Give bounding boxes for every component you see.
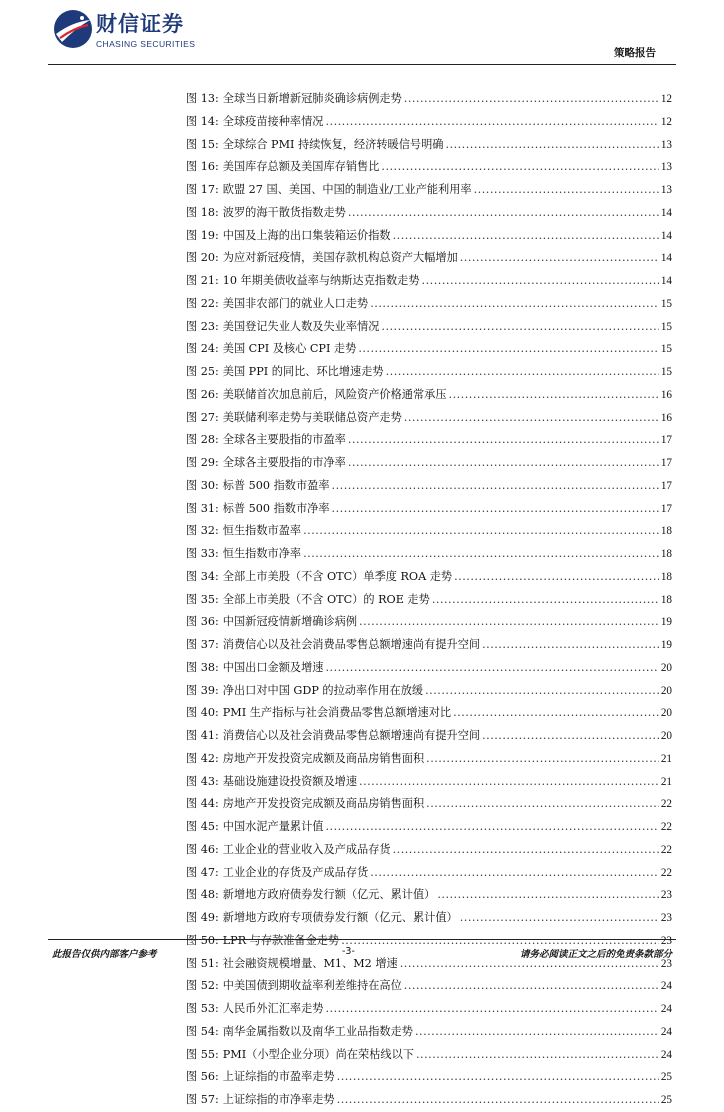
figure-title: 中美国债到期收益率利差维持在高位 — [222, 979, 402, 993]
dot-leader — [332, 498, 659, 521]
figure-title: 美联储利率走势与美联储总资产走势 — [222, 410, 402, 424]
dot-leader — [359, 771, 659, 794]
figure-number: 图 29: — [186, 456, 219, 469]
dot-leader — [303, 520, 659, 543]
figure-page-number: 14 — [660, 206, 672, 219]
figure-number: 图 15: — [186, 137, 219, 151]
dot-leader — [404, 407, 659, 430]
figure-title: 基础设施建设投资额及增速 — [222, 774, 358, 788]
figure-page-number: 18 — [660, 570, 672, 583]
figure-number: 图 24: — [186, 342, 219, 356]
figure-page-number: 23 — [660, 889, 672, 902]
figure-title: 中国及上海的出口集装箱运价指数 — [222, 228, 391, 242]
figure-title: 恒生指数市盈率 — [222, 524, 302, 538]
dot-leader — [416, 1044, 659, 1067]
figure-number: 图 35: — [186, 592, 219, 606]
figure-page-number: 14 — [660, 252, 672, 265]
figure-number: 图 20: — [186, 251, 219, 265]
dot-leader — [348, 429, 659, 452]
toc-entry[interactable] — [186, 725, 672, 748]
dot-leader — [454, 566, 659, 589]
figure-number: 图 30: — [186, 478, 219, 492]
figure-title: 全部上市美股（不含 OTC）的 ROE 走势 — [222, 592, 430, 606]
figure-page-number: 20 — [660, 661, 672, 674]
figure-number: 图 19: — [186, 228, 219, 242]
figure-title: 人民币外汇汇率走势 — [222, 1002, 324, 1015]
figure-number: 图 56: — [186, 1070, 219, 1084]
figure-page-number: 23 — [660, 957, 672, 970]
page-header — [0, 0, 724, 72]
toc-entry[interactable] — [186, 407, 672, 430]
toc-entry[interactable] — [186, 1089, 672, 1112]
figure-title: 新增地方政府债券发行额（亿元、累计值） — [222, 888, 436, 902]
toc-entry[interactable] — [186, 975, 672, 998]
figure-page-number: 22 — [660, 843, 672, 856]
figure-number: 图 21: — [186, 274, 219, 287]
toc-entry[interactable] — [186, 998, 672, 1021]
figure-number: 图 46: — [186, 842, 219, 856]
figure-title: 10 年期美债收益率与纳斯达克指数走势 — [222, 274, 420, 287]
figure-title: 上证综指的市净率走势 — [222, 1093, 335, 1106]
footer-divider — [48, 939, 676, 940]
figure-page-number: 19 — [660, 639, 672, 651]
figure-page-number: 18 — [660, 593, 672, 606]
dot-leader — [393, 839, 659, 862]
dot-leader — [325, 998, 658, 1021]
toc-entry[interactable] — [186, 1066, 672, 1089]
dot-leader — [370, 862, 659, 885]
dot-leader — [325, 111, 658, 134]
dot-leader — [381, 156, 658, 179]
figure-page-number: 12 — [660, 115, 672, 128]
toc-entry[interactable] — [186, 452, 672, 475]
dot-leader — [453, 702, 659, 725]
figure-page-number: 17 — [660, 434, 672, 447]
dot-leader — [348, 202, 659, 225]
figure-number: 图 41: — [186, 729, 219, 742]
toc-entry[interactable] — [186, 634, 672, 657]
toc-entry[interactable] — [186, 884, 672, 907]
figure-title: 上证综指的市盈率走势 — [222, 1070, 335, 1084]
figure-page-number: 24 — [660, 1025, 672, 1038]
figure-page-number: 18 — [660, 548, 672, 560]
toc-entry[interactable] — [186, 361, 672, 384]
toc-entry[interactable] — [186, 543, 672, 566]
toc-entry[interactable] — [186, 748, 672, 771]
figure-page-number: 22 — [660, 866, 672, 879]
dot-leader — [415, 1021, 659, 1044]
figure-page-number: 15 — [660, 320, 672, 333]
figure-number: 图 23: — [186, 319, 219, 333]
figure-page-number: 15 — [660, 366, 672, 378]
toc-entry[interactable] — [186, 270, 672, 293]
toc-entry[interactable] — [186, 793, 672, 816]
figure-title: 全部上市美股（不含 OTC）单季度 ROA 走势 — [222, 569, 453, 583]
figure-page-number: 25 — [660, 1071, 672, 1084]
dot-leader — [460, 247, 659, 270]
figure-number: 图 26: — [186, 387, 219, 401]
dot-leader — [359, 611, 659, 634]
toc-entry[interactable] — [186, 1044, 672, 1067]
figure-title: 全球综合 PMI 持续恢复，经济转暖信号明确 — [222, 137, 444, 151]
dot-leader — [432, 589, 659, 612]
figure-number: 图 34: — [186, 569, 219, 583]
dot-leader — [303, 543, 659, 566]
toc-entry[interactable] — [186, 862, 672, 885]
figure-page-number: 23 — [660, 934, 672, 947]
dot-leader — [426, 793, 659, 816]
figure-page-number: 21 — [660, 752, 672, 765]
figure-title: 欧盟 27 国、美国、中国的制造业/工业产能利用率 — [222, 183, 472, 196]
figure-title: 全球各主要股指的市盈率 — [222, 433, 346, 447]
figure-page-number: 24 — [660, 1048, 672, 1061]
figure-title: 社会融资规模增量、M1、M2 增速 — [222, 956, 398, 970]
figure-number: 图 17: — [186, 183, 219, 196]
figure-title: 工业企业的营业收入及产成品存货 — [222, 842, 391, 856]
figure-title: PMI（小型企业分项）尚在荣枯线以下 — [222, 1047, 414, 1061]
figure-title: 标普 500 指数市净率 — [222, 501, 330, 515]
figure-title: 全球当日新增新冠肺炎确诊病例走势 — [222, 92, 402, 105]
dot-leader — [437, 884, 658, 907]
dot-leader — [348, 452, 659, 475]
brand-name-cn: 财信证券 — [96, 12, 184, 36]
figure-page-number: 24 — [660, 1003, 672, 1015]
figure-number: 图 52: — [186, 979, 219, 993]
figure-page-number: 20 — [660, 684, 672, 697]
toc-entry[interactable] — [186, 225, 672, 248]
toc-entry[interactable] — [186, 702, 672, 725]
toc-entry[interactable] — [186, 338, 672, 361]
toc-entry[interactable] — [186, 429, 672, 452]
figure-page-number: 13 — [660, 184, 672, 196]
figure-number: 图 16: — [186, 160, 219, 174]
figure-number: 图 44: — [186, 797, 219, 811]
toc-entry[interactable] — [186, 156, 672, 179]
toc-entry[interactable] — [186, 202, 672, 225]
figure-page-number: 22 — [660, 821, 672, 833]
figure-number: 图 45: — [186, 820, 219, 833]
figure-page-number: 14 — [660, 229, 672, 242]
figure-number: 图 38: — [186, 660, 219, 674]
figure-title: 中国水泥产量累计值 — [222, 820, 324, 833]
figure-number: 图 36: — [186, 615, 219, 629]
footer-notice: 请务必阅读正文之后的免责条款部分 — [519, 949, 672, 960]
figure-page-number: 19 — [660, 616, 672, 629]
toc-entry[interactable] — [186, 680, 672, 703]
figure-page-number: 17 — [660, 502, 672, 515]
toc-entry[interactable] — [186, 816, 672, 839]
figure-page-number: 22 — [660, 798, 672, 811]
figure-title: 恒生指数市净率 — [222, 547, 302, 560]
figure-number: 图 25: — [186, 365, 219, 378]
figure-number: 图 49: — [186, 911, 219, 924]
dot-leader — [449, 384, 659, 407]
figure-title: 工业企业的存货及产成品存货 — [222, 865, 369, 879]
page-number: -3- — [342, 946, 355, 957]
toc-entry[interactable] — [186, 839, 672, 862]
figure-number: 图 13: — [186, 92, 219, 105]
figure-title: 中国新冠疫情新增确诊病例 — [222, 615, 358, 629]
figure-page-number: 15 — [660, 343, 672, 356]
dot-leader — [332, 475, 659, 498]
figure-page-number: 24 — [660, 980, 672, 993]
toc-entry[interactable] — [186, 589, 672, 612]
figure-title: 全球疫苗接种率情况 — [222, 114, 324, 128]
figure-number: 图 28: — [186, 433, 219, 447]
figure-page-number: 20 — [660, 707, 672, 720]
figure-title: 美联储首次加息前后，风险资产价格通常承压 — [222, 387, 447, 401]
toc-entry[interactable] — [186, 566, 672, 589]
toc-entry[interactable] — [186, 88, 672, 111]
figure-title: 中国出口金额及增速 — [222, 660, 324, 674]
dot-leader — [337, 1089, 659, 1112]
dot-leader — [404, 88, 659, 111]
figure-number: 图 43: — [186, 774, 219, 788]
figure-title: PMI 生产指标与社会消费品零售总额增速对比 — [222, 706, 452, 720]
figure-title: LPR 与存款准备金走势 — [222, 933, 340, 947]
figure-number: 图 18: — [186, 205, 219, 219]
figure-number: 图 37: — [186, 638, 219, 651]
dot-leader — [393, 225, 659, 248]
figure-title: 美国库存总额及美国库存销售比 — [222, 160, 380, 174]
toc-entry[interactable] — [186, 316, 672, 339]
figure-page-number: 15 — [660, 297, 672, 310]
figure-page-number: 13 — [660, 161, 672, 174]
figure-title: 美国非农部门的就业人口走势 — [222, 296, 369, 310]
brand-name-en: CHASING SECURITIES — [96, 39, 196, 49]
figure-page-number: 14 — [660, 275, 672, 287]
figure-title: 新增地方政府专项债券发行额（亿元、累计值） — [222, 911, 458, 924]
report-type-label: 策略报告 — [614, 47, 656, 59]
dot-leader — [337, 1066, 659, 1089]
figure-page-number: 23 — [660, 912, 672, 924]
dot-leader — [474, 179, 659, 202]
figure-title: 美国 CPI 及核心 CPI 走势 — [222, 342, 357, 356]
toc-entry[interactable] — [186, 134, 672, 157]
dot-leader — [358, 338, 659, 361]
dot-leader — [381, 316, 658, 339]
figure-page-number: 18 — [660, 525, 672, 538]
figure-title: 房地产开发投资完成额及商品房销售面积 — [222, 797, 425, 811]
logo-mark-icon — [52, 8, 94, 50]
figure-title: 标普 500 指数市盈率 — [222, 478, 330, 492]
figure-number: 图 32: — [186, 524, 219, 538]
figure-number: 图 40: — [186, 706, 219, 720]
toc-entry[interactable] — [186, 247, 672, 270]
toc-entry[interactable] — [186, 293, 672, 316]
toc-entry[interactable] — [186, 611, 672, 634]
figure-number: 图 22: — [186, 296, 219, 310]
figure-page-number: 12 — [660, 93, 672, 105]
figure-number: 图 50: — [186, 933, 219, 947]
figure-page-number: 13 — [660, 138, 672, 151]
dot-leader — [482, 725, 659, 748]
figure-title: 全球各主要股指的市净率 — [222, 456, 346, 469]
dot-leader — [325, 816, 658, 839]
toc-entry[interactable] — [186, 520, 672, 543]
figure-number: 图 55: — [186, 1047, 219, 1061]
figure-title: 美国 PPI 的同比、环比增速走势 — [222, 365, 384, 378]
dot-leader — [386, 361, 659, 384]
company-logo — [52, 8, 252, 56]
figure-number: 图 51: — [186, 956, 219, 970]
figure-title: 净出口对中国 GDP 的拉动率作用在放缓 — [222, 683, 424, 697]
figure-title: 南华金属指数以及南华工业品指数走势 — [222, 1024, 413, 1038]
figure-title: 为应对新冠疫情，美国存款机构总资产大幅增加 — [222, 251, 458, 265]
toc-entry[interactable] — [186, 475, 672, 498]
figure-number: 图 42: — [186, 751, 219, 765]
figure-page-number: 17 — [660, 457, 672, 469]
figure-number: 图 53: — [186, 1002, 219, 1015]
figure-title: 波罗的海干散货指数走势 — [222, 205, 346, 219]
toc-entry[interactable] — [186, 907, 672, 930]
figure-number: 图 31: — [186, 501, 219, 515]
figure-page-number: 16 — [660, 411, 672, 424]
figure-page-number: 17 — [660, 479, 672, 492]
toc-entry[interactable] — [186, 657, 672, 680]
toc-entry[interactable] — [186, 179, 672, 202]
dot-leader — [460, 907, 659, 930]
figure-number: 图 27: — [186, 410, 219, 424]
figure-title: 消费信心以及社会消费品零售总额增速尚有提升空间 — [222, 729, 481, 742]
figure-title: 房地产开发投资完成额及商品房销售面积 — [222, 751, 425, 765]
dot-leader — [445, 134, 658, 157]
dot-leader — [422, 270, 659, 293]
figure-number: 图 54: — [186, 1024, 219, 1038]
dot-leader — [404, 975, 659, 998]
footer-disclaimer: 此报告仅供内部客户参考 — [52, 949, 157, 960]
toc-entry[interactable] — [186, 111, 672, 134]
toc-entry[interactable] — [186, 1021, 672, 1044]
toc-entry[interactable] — [186, 771, 672, 794]
dot-leader — [370, 293, 659, 316]
dot-leader — [425, 680, 659, 703]
figure-number: 图 48: — [186, 888, 219, 902]
figure-title: 消费信心以及社会消费品零售总额增速尚有提升空间 — [222, 638, 481, 651]
figure-page-number: 16 — [660, 388, 672, 401]
figure-number: 图 47: — [186, 865, 219, 879]
figure-number: 图 57: — [186, 1093, 219, 1106]
figure-page-number: 25 — [660, 1094, 672, 1106]
toc-entry[interactable] — [186, 384, 672, 407]
figure-number: 图 39: — [186, 683, 219, 697]
figure-title: 美国登记失业人数及失业率情况 — [222, 319, 380, 333]
figure-number: 图 33: — [186, 547, 219, 560]
figure-page-number: 21 — [660, 775, 672, 788]
dot-leader — [426, 748, 659, 771]
figure-number: 图 14: — [186, 114, 219, 128]
header-divider — [48, 64, 676, 65]
dot-leader — [325, 657, 658, 680]
toc-entry[interactable] — [186, 498, 672, 521]
figure-page-number: 20 — [660, 730, 672, 742]
dot-leader — [482, 634, 659, 657]
